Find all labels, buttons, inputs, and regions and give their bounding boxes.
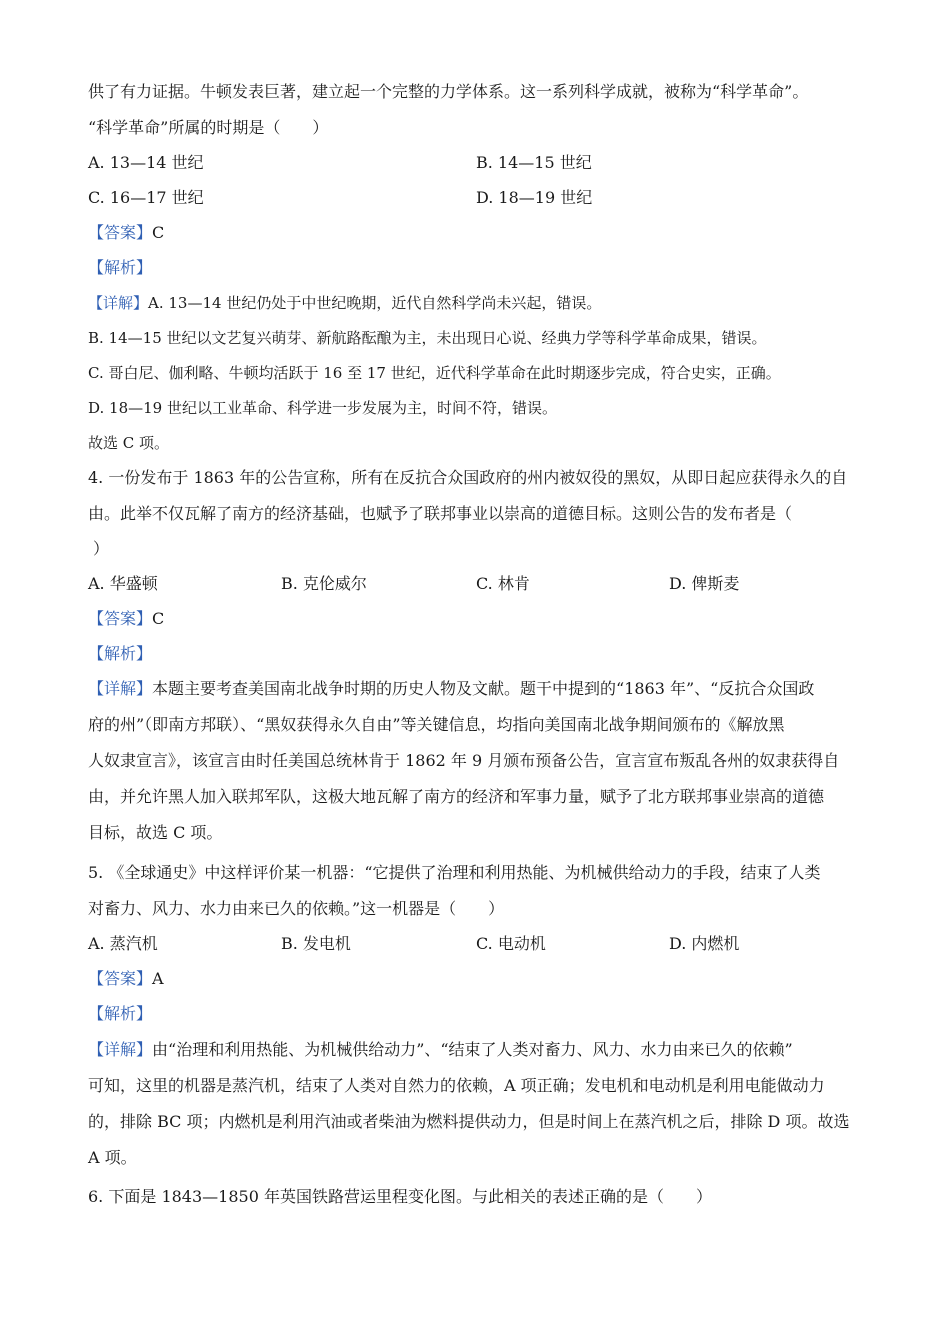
analysis-tag: 【解析】 xyxy=(88,644,153,663)
q5-detail-line-2: 可知，这里的机器是蒸汽机，结束了人类对自然力的依赖，A 项正确；发电机和电动机是利用电能做动力 xyxy=(88,1076,825,1095)
q4-answer xyxy=(88,608,164,630)
detail-tag: 【详解】 xyxy=(88,679,153,698)
answer-value: C xyxy=(152,223,165,242)
q4-option-b: B. 克伦威尔 xyxy=(281,574,367,593)
analysis-tag: 【解析】 xyxy=(88,258,153,277)
q3-detail-line-3: C. 哥白尼、伽利略、牛顿均活跃于 16 至 17 世纪，近代科学革命在此时期逐步完成，符合史实，正确。 xyxy=(88,364,781,382)
q4-stem-line-3: ） xyxy=(93,539,110,558)
q3-option-c: C. 16—17 世纪 xyxy=(88,188,204,207)
q5-detail-line-4: A 项。 xyxy=(88,1148,137,1167)
answer-tag: 【答案】 xyxy=(88,223,153,242)
q3-conclusion: 故选 C 项。 xyxy=(88,434,170,452)
q5-option-c: C. 电动机 xyxy=(476,934,546,953)
q3-option-d: D. 18—19 世纪 xyxy=(476,188,593,207)
q4-stem-line-2: 由。此举不仅瓦解了南方的经济基础，也赋予了联邦事业以崇高的道德目标。这则公告的发布者是（ xyxy=(88,504,793,523)
q4-option-d: D. 俾斯麦 xyxy=(669,574,740,593)
q3-answer xyxy=(88,222,164,244)
detail-tag: 【详解】 xyxy=(88,1040,153,1059)
q4-detail-line-5: 目标，故选 C 项。 xyxy=(88,823,223,842)
answer-value: C xyxy=(152,609,165,628)
answer-value: A xyxy=(152,969,164,988)
answer-tag: 【答案】 xyxy=(88,969,153,988)
q3-stem-line-2: “科学革命”所属的时期是（ ） xyxy=(88,118,329,137)
q4-detail-line-4: 由，并允许黑人加入联邦军队，这极大地瓦解了南方的经济和军事力量，赋予了北方联邦事业崇高的道德 xyxy=(88,787,825,806)
q5-option-a: A. 蒸汽机 xyxy=(88,934,158,953)
detail-tag: 【详解】 xyxy=(88,294,149,312)
q5-analysis-tag xyxy=(88,1003,152,1025)
q3-analysis-tag xyxy=(88,257,152,279)
q3-option-b: B. 14—15 世纪 xyxy=(476,153,592,172)
q5-stem-line-1: 5. 《全球通史》中这样评价某一机器：“它提供了治理和利用热能、为机械供给动力的手段，结束了人类 xyxy=(88,863,821,882)
detail-text: 本题主要考查美国南北战争时期的历史人物及文献。题干中提到的“1863 年”、“反抗合众国政 xyxy=(152,679,815,698)
q4-analysis-tag xyxy=(88,643,152,665)
q5-detail-line-3: 的，排除 BC 项；内燃机是利用汽油或者柴油为燃料提供动力，但是时间上在蒸汽机之后，排除 D 项。故选 xyxy=(88,1112,850,1131)
detail-text: A. 13—14 世纪仍处于中世纪晚期，近代自然科学尚未兴起，错误。 xyxy=(148,294,602,312)
q3-stem-line-1: 供了有力证据。牛顿发表巨著，建立起一个完整的力学体系。这一系列科学成就，被称为“科学革命”。 xyxy=(88,82,809,101)
q5-option-b: B. 发电机 xyxy=(281,934,351,953)
q6-stem-line-1: 6. 下面是 1843—1850 年英国铁路营运里程变化图。与此相关的表述正确的是（ ） xyxy=(88,1187,712,1206)
q5-option-d: D. 内燃机 xyxy=(669,934,740,953)
q4-detail-line-2: 府的州”（即南方邦联）、“黑奴获得永久自由”等关键信息，均指向美国南北战争期间颁布的《解放黑 xyxy=(88,715,785,734)
q4-option-c: C. 林肯 xyxy=(476,574,530,593)
q3-detail-line-1 xyxy=(88,292,601,314)
q3-detail-line-2: B. 14—15 世纪以文艺复兴萌芽、新航路酝酿为主，未出现日心说、经典力学等科学革命成果，错误。 xyxy=(88,329,767,347)
detail-text: 由“治理和利用热能、为机械供给动力”、“结束了人类对畜力、风力、水力由来已久的依赖” xyxy=(152,1040,793,1059)
q5-stem-line-2: 对畜力、风力、水力由来已久的依赖。”这一机器是（ ） xyxy=(88,899,505,918)
q4-stem-line-1: 4. 一份发布于 1863 年的公告宣称，所有在反抗合众国政府的州内被奴役的黑奴，从即日起应获得永久的自 xyxy=(88,468,848,487)
answer-tag: 【答案】 xyxy=(88,609,153,628)
q5-answer xyxy=(88,968,164,990)
q3-detail-line-4: D. 18—19 世纪以工业革命、科学进一步发展为主，时间不符，错误。 xyxy=(88,399,557,417)
q4-detail-line-1 xyxy=(88,678,814,700)
analysis-tag: 【解析】 xyxy=(88,1004,153,1023)
q4-detail-line-3: 人奴隶宣言》，该宣言由时任美国总统林肯于 1862 年 9 月颁布预备公告，宣言宣布叛乱各州的奴隶获得自 xyxy=(88,751,840,770)
q3-option-a: A. 13—14 世纪 xyxy=(88,153,204,172)
q5-detail-line-1 xyxy=(88,1039,793,1061)
q4-option-a: A. 华盛顿 xyxy=(88,574,158,593)
